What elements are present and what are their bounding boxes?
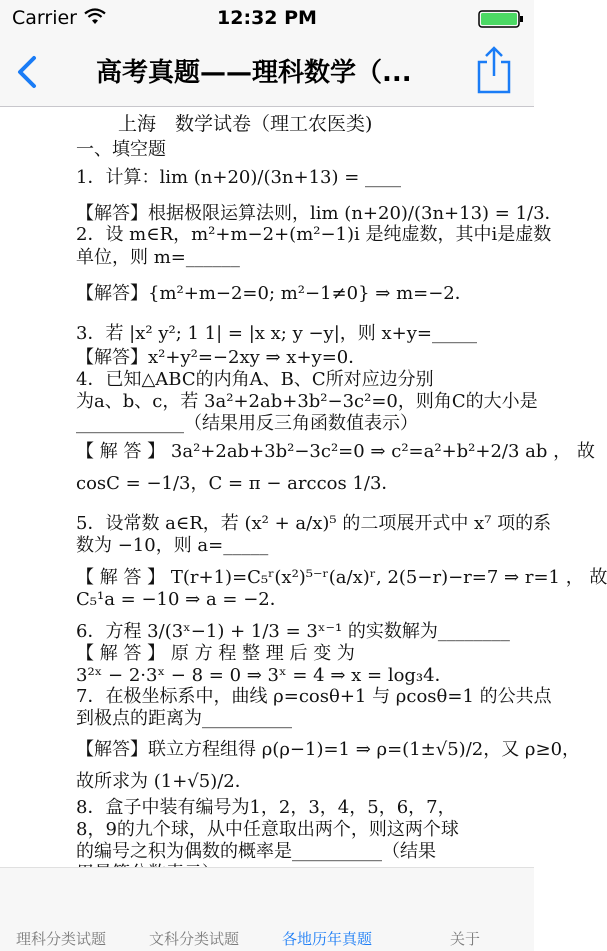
doc-line: cosC = −1/3，C = π − arccos 1/3． — [76, 473, 400, 494]
doc-line: 的编号之积为偶数的概率是__________（结果 — [76, 841, 436, 862]
doc-line: 4．已知△ABC的内角A、B、C所对应边分别 — [76, 369, 434, 390]
doc-line: 【 解 答 】 原 方 程 整 理 后 变 为 — [76, 643, 355, 664]
doc-line: 数为 −10，则 a=_____ — [76, 535, 269, 556]
doc-line: 3．若 |x² y²; 1 1| = |x x; y −y|，则 x+y=_____ — [76, 323, 478, 344]
tab-regional-past-exams[interactable]: 各地历年真题 — [282, 930, 373, 948]
doc-line: ____________（结果用反三角函数值表示） — [76, 413, 418, 434]
tab-science-questions[interactable]: 理科分类试题 — [16, 930, 107, 948]
doc-line: 【解答】{m²+m−2=0; m²−1≠0} ⇒ m=−2． — [76, 283, 473, 304]
doc-line: 1．计算：lim (n+20)/(3n+13) = ____ — [76, 167, 402, 188]
doc-line: 【 解 答 】 3a²+2ab+3b²−3c²=0 ⇒ c²=a²+b²+2/3 ab ， 故 — [76, 441, 595, 462]
doc-line: 5．设常数 a∈R，若 (x² + a/x)⁵ 的二项展开式中 x⁷ 项的系 — [76, 513, 552, 534]
doc-line: 单位，则 m=______ — [76, 247, 240, 268]
doc-line: 【解答】根据极限运算法则，lim (n+20)/(3n+13) = 1/3． — [76, 203, 563, 224]
battery-icon — [478, 10, 524, 28]
document-heading: 上海 数学试卷（理工农医类) — [118, 113, 373, 135]
document-viewer[interactable] — [0, 107, 607, 867]
doc-line: 故所求为 (1+√5)/2． — [76, 771, 253, 792]
clock: 12:32 PM — [217, 7, 317, 29]
doc-line: 8，9的九个球，从中任意取出两个，则这两个球 — [76, 819, 459, 840]
share-icon[interactable] — [474, 44, 514, 96]
doc-line: 6．方程 3/(3ˣ−1) + 1/3 = 3ˣ⁻¹ 的实数解为________ — [76, 621, 510, 642]
carrier-label: Carrier — [12, 7, 77, 29]
section-heading: 一、填空题 — [76, 139, 166, 160]
doc-line: 【 解 答 】 T(r+1)=C₅ʳ(x²)⁵⁻ʳ(a/x)ʳ, 2(5−r)−r=7 ⇒ r=1 ， 故 — [76, 567, 607, 588]
doc-line: 2．设 m∈R，m²+m−2+(m²−1)i 是纯虚数，其中i是虚数 — [76, 224, 552, 245]
status-bar — [0, 0, 534, 38]
tab-arts-questions[interactable]: 文科分类试题 — [149, 930, 240, 948]
doc-line: 【解答】联立方程组得 ρ(ρ−1)=1 ⇒ ρ=(1±√5)/2，又 ρ≥0， — [76, 739, 581, 760]
doc-line: C₅¹a = −10 ⇒ a = −2． — [76, 589, 288, 610]
back-chevron-icon[interactable] — [10, 52, 50, 92]
tab-bar — [0, 867, 534, 951]
doc-line: 7．在极坐标系中，曲线 ρ=cosθ+1 与 ρcosθ=1 的公共点 — [76, 686, 552, 707]
doc-line: 8．盒子中装有编号为1，2，3，4，5，6，7， — [76, 797, 456, 818]
navigation-bar — [0, 38, 534, 107]
doc-line: 到极点的距离为__________ — [76, 708, 292, 729]
page-title: 高考真题——理科数学（... — [96, 58, 412, 88]
tab-about[interactable]: 关于 — [450, 930, 481, 948]
doc-line: 3²ˣ − 2·3ˣ − 8 = 0 ⇒ 3ˣ = 4 ⇒ x = log₃4． — [76, 665, 453, 686]
doc-line: 【解答】x²+y²=−2xy ⇒ x+y=0． — [76, 347, 367, 368]
doc-line: 为a、b、c，若 3a²+2ab+3b²−3c²=0，则角C的大小是 — [76, 391, 538, 412]
